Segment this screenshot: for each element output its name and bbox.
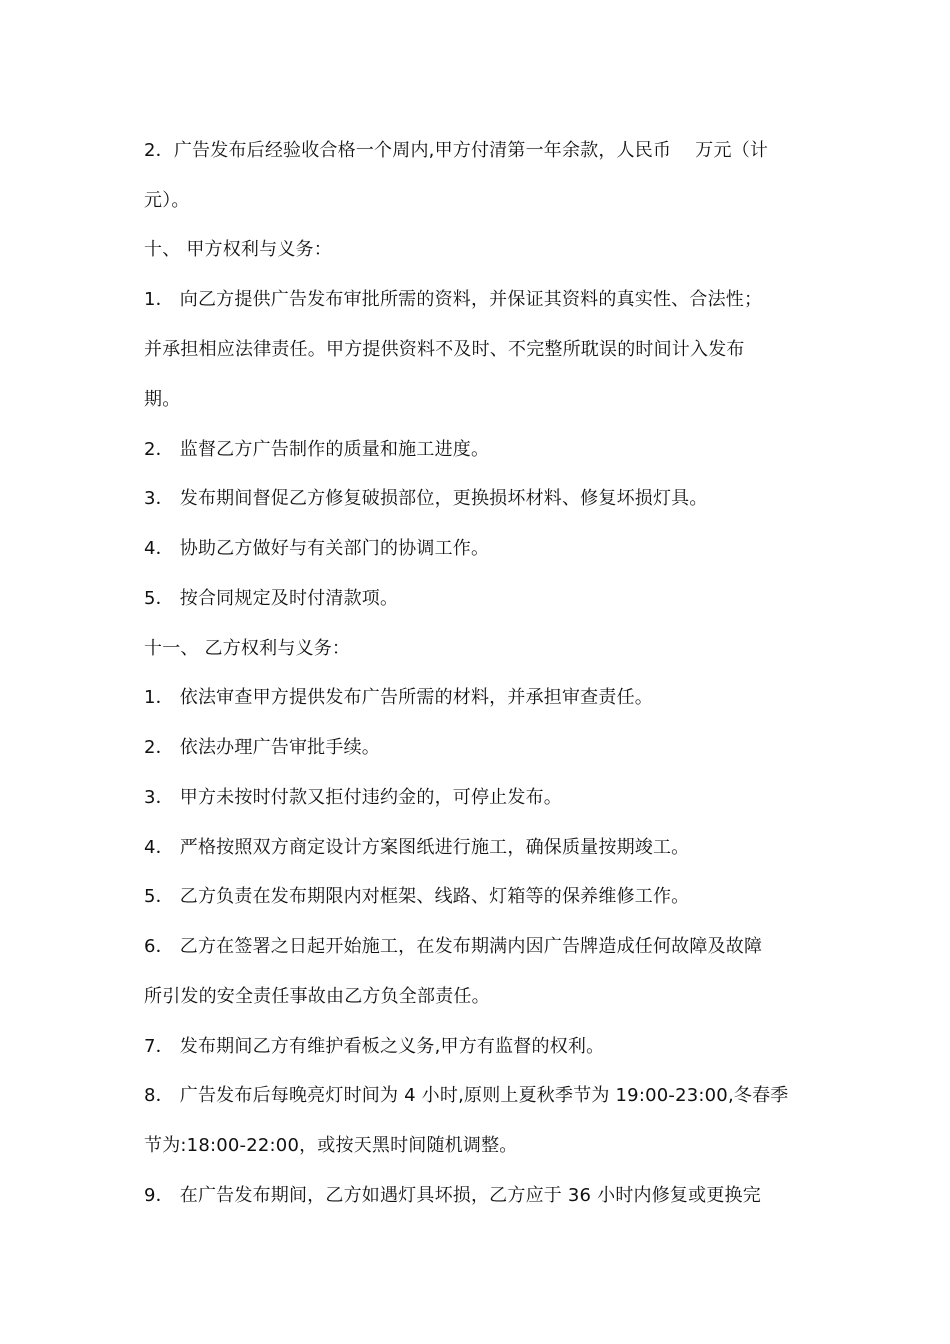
text-line: 2． 依法办理广告审批手续。 xyxy=(144,737,380,758)
section-heading: 十一、 乙方权利与义务： xyxy=(144,638,351,659)
text-line: 并承担相应法律责任。甲方提供资料不及时、不完整所耽误的时间计入发布 xyxy=(144,339,745,360)
text-line: 7． 发布期间乙方有维护看板之义务,甲方有监督的权利。 xyxy=(144,1036,605,1057)
text-line: 节为:18:00-22:00，或按天黑时间随机调整。 xyxy=(144,1135,518,1156)
text-line: 6． 乙方在签署之日起开始施工，在发布期满内因广告牌造成任何故障及故障 xyxy=(144,936,763,957)
text-line: 5． 按合同规定及时付清款项。 xyxy=(144,588,399,609)
text-line: 2． 监督乙方广告制作的质量和施工进度。 xyxy=(144,439,490,460)
text-line: 3． 甲方未按时付款又拒付违约金的，可停止发布。 xyxy=(144,787,562,808)
text-line: 9． 在广告发布期间，乙方如遇灯具坏损，乙方应于 36 小时内修复或更换完 xyxy=(144,1185,761,1206)
text-line: 2．广告发布后经验收合格一个周内,甲方付清第一年余款，人民币 万元（计 xyxy=(144,140,769,161)
text-line: 4． 严格按照双方商定设计方案图纸进行施工，确保质量按期竣工。 xyxy=(144,837,690,858)
text-line: 3． 发布期间督促乙方修复破损部位，更换损坏材料、修复坏损灯具。 xyxy=(144,488,708,509)
section-heading: 十、 甲方权利与义务： xyxy=(144,239,332,260)
text-line: 8． 广告发布后每晚亮灯时间为 4 小时,原则上夏秋季节为 19:00-23:00,冬春季 xyxy=(144,1085,789,1106)
text-line: 所引发的安全责任事故由乙方负全部责任。 xyxy=(144,986,490,1007)
text-line: 4． 协助乙方做好与有关部门的协调工作。 xyxy=(144,538,490,559)
text-line: 期。 xyxy=(144,389,181,410)
text-line: 5． 乙方负责在发布期限内对框架、线路、灯箱等的保养维修工作。 xyxy=(144,886,690,907)
text-line: 元）。 xyxy=(144,190,190,211)
text-line: 1． 依法审查甲方提供发布广告所需的材料，并承担审查责任。 xyxy=(144,687,653,708)
text-line: 1． 向乙方提供广告发布审批所需的资料，并保证其资料的真实性、合法性； xyxy=(144,289,763,310)
